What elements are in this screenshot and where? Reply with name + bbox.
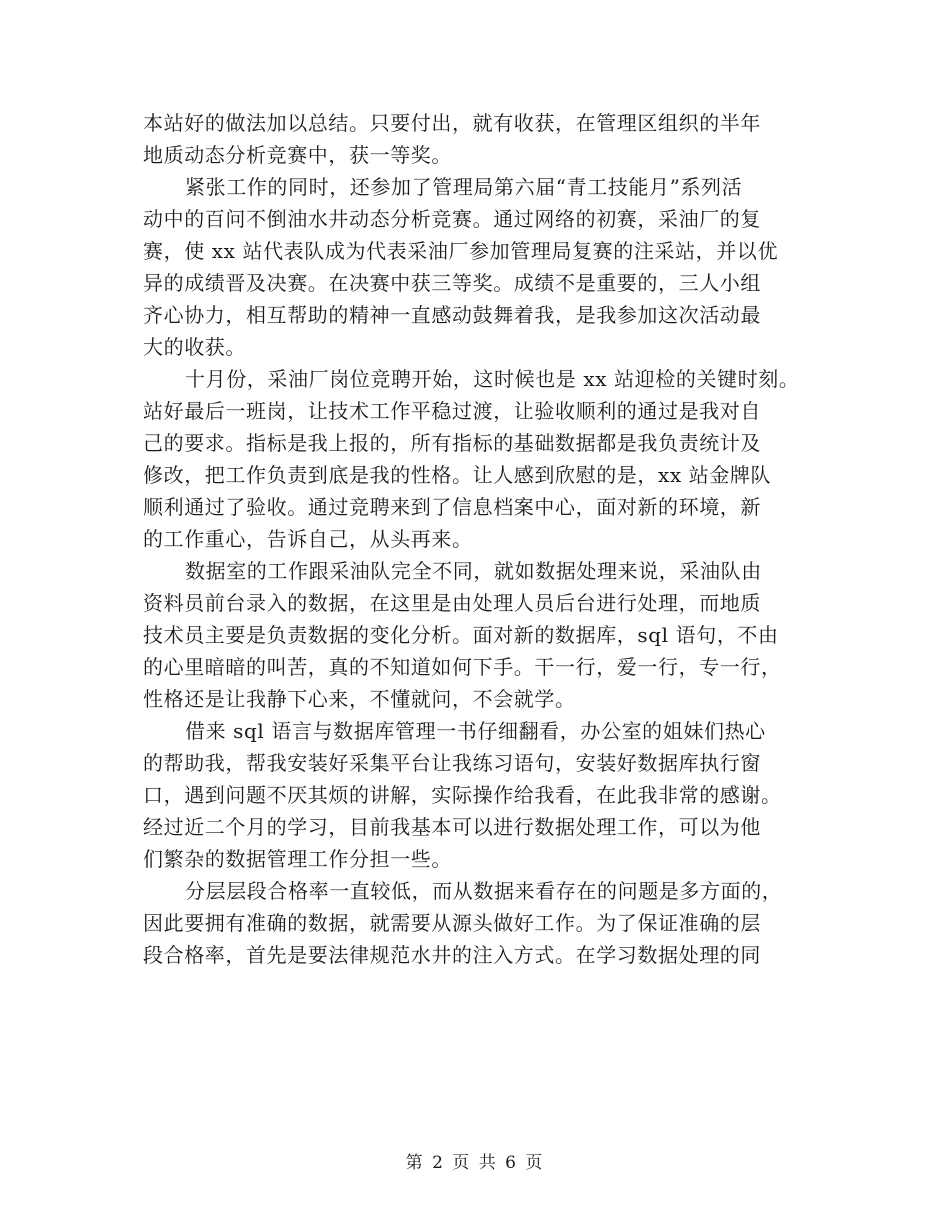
page-number-footer: 第 2 页 共 6 页 [405,1153,545,1173]
text-line: 异的成绩晋及决赛。在决赛中获三等奖。成绩不是重要的，三人小组 [143,271,761,295]
text-line: 的心里暗暗的叫苦，真的不知道如何下手。干一行，爱一行，专一行， [143,655,782,679]
paragraph [143,875,833,971]
paragraph [143,107,833,171]
text-line: 十月份，采油厂岗位竞聘开始，这时候也是 xx 站迎检的关键时刻。 [185,367,800,391]
document-body [143,107,833,971]
text-line: 地质动态分析竞赛中，获一等奖。 [143,143,452,167]
text-line: 经过近二个月的学习，目前我基本可以进行数据处理工作，可以为他 [143,815,761,839]
text-line: 本站好的做法加以总结。只要付出，就有收获，在管理区组织的半年 [143,111,761,135]
text-line: 因此要拥有准确的数据，就需要从源头做好工作。为了保证准确的层 [143,911,761,935]
text-line: 紧张工作的同时，还参加了管理局第六届“青工技能月”系列活 [185,175,743,199]
text-line: 站好最后一班岗，让技术工作平稳过渡，让验收顺利的通过是我对自 [143,399,761,423]
text-line: 性格还是让我静下心来，不懂就问，不会就学。 [143,687,576,711]
text-line: 动中的百问不倒油水井动态分析竞赛。通过网络的初赛，采油厂的复 [143,207,761,231]
text-line: 数据室的工作跟采油队完全不同，就如数据处理来说，采油队由 [185,559,762,583]
text-line: 的工作重心，告诉自己，从头再来。 [143,527,473,551]
text-line: 借来 sql 语言与数据库管理一书仔细翻看，办公室的姐妹们热心 [185,719,766,743]
text-line: 修改，把工作负责到底是我的性格。让人感到欣慰的是，xx 站金牌队 [143,463,772,487]
text-line: 技术员主要是负责数据的变化分析。面对新的数据库，sql 语句，不由 [143,623,779,647]
text-line: 齐心协力，相互帮助的精神一直感动鼓舞着我，是我参加这次活动最 [143,303,761,327]
text-line: 赛，使 xx 站代表队成为代表采油厂参加管理局复赛的注采站，并以优 [143,239,779,263]
text-line: 己的要求。指标是我上报的，所有指标的基础数据都是我负责统计及 [143,431,761,455]
paragraph [143,171,833,363]
text-line: 们繁杂的数据管理工作分担一些。 [143,847,452,871]
paragraph [143,555,833,715]
paragraph [143,363,833,555]
paragraph [143,715,833,875]
text-line: 顺利通过了验收。通过竞聘来到了信息档案中心，面对新的环境，新 [143,495,761,519]
text-line: 资料员前台录入的数据，在这里是由处理人员后台进行处理，而地质 [143,591,761,615]
text-line: 口，遇到问题不厌其烦的讲解，实际操作给我看，在此我非常的感谢。 [143,783,782,807]
text-line: 分层层段合格率一直较低，而从数据来看存在的问题是多方面的， [185,879,783,903]
text-line: 段合格率，首先是要法律规范水井的注入方式。在学习数据处理的同 [143,943,761,967]
text-line: 的帮助我，帮我安装好采集平台让我练习语句，安装好数据库执行窗 [143,751,761,775]
text-line: 大的收获。 [143,335,246,359]
